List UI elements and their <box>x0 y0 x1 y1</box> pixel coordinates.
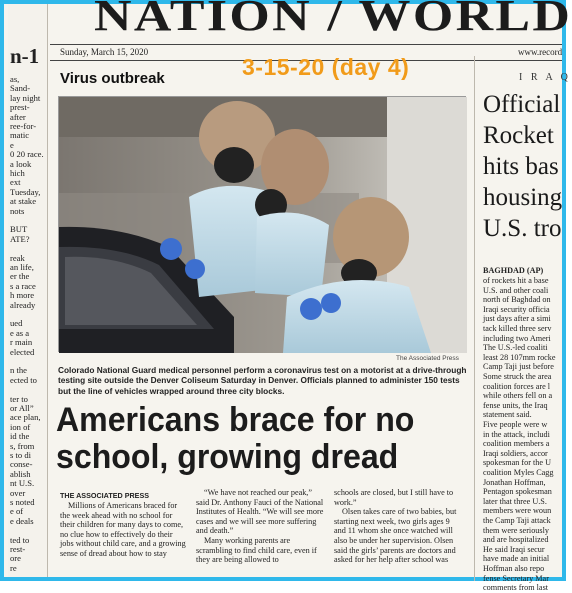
left-column-line: or All” <box>10 403 34 413</box>
left-column-line: ore <box>10 553 21 564</box>
byline: THE ASSOCIATED PRESS <box>60 491 150 500</box>
masthead: NATION / WORLD <box>94 0 572 40</box>
left-column-line: s, from <box>10 440 35 451</box>
right-column-line: coalition forces are l <box>483 381 551 391</box>
right-headline-line: housing <box>483 184 563 211</box>
issue-date: Sunday, March 15, 2020 <box>60 47 149 57</box>
masthead-rule <box>50 44 562 45</box>
left-column-line: ext <box>10 177 21 188</box>
article-paragraph: “We have not reached our peak,” said Dr. Anthony Fauci of the National Institutes of Health. “We will see more cases and we will see more suffering and death.” <box>196 488 324 536</box>
left-column-line: s a race <box>10 280 36 291</box>
right-column-line: later that three U.S. <box>483 496 547 506</box>
right-column-line: tack killed three serv <box>483 324 552 333</box>
right-column-line: members were woun <box>483 506 552 516</box>
left-column-line: a look <box>10 158 32 169</box>
left-column-line: id the <box>10 431 30 442</box>
right-column-kicker: I R A Q <box>519 72 571 83</box>
right-column-line: fense Secretary Mar <box>483 573 549 583</box>
right-column-story <box>474 56 571 593</box>
right-column-line: the Camp Taji attack <box>483 516 551 525</box>
right-column-line: coalition members a <box>483 439 550 449</box>
right-column-line: just days after a simi <box>483 314 551 324</box>
left-column-line: an life, <box>10 262 34 272</box>
right-column-line: them were seriously <box>483 525 549 535</box>
right-column-dateline: BAGHDAD (AP) <box>483 266 544 275</box>
right-column-line: Iraqi soldiers, accor <box>483 448 548 458</box>
right-headline-line: Rocket <box>483 122 554 149</box>
left-column-line: s to di <box>10 450 32 460</box>
photo-credit: The Associated Press <box>396 355 459 362</box>
article-column-2 <box>196 488 324 565</box>
right-column-line: statement said. <box>483 410 532 420</box>
left-column-line: Sand- <box>10 83 31 94</box>
left-column-line: conse- <box>10 459 33 470</box>
left-column-line: ree-for- <box>10 121 37 131</box>
left-column-line: lay night <box>10 92 41 103</box>
left-column-line: e as a <box>10 327 30 338</box>
right-column-line: of rockets hit a base <box>483 276 549 285</box>
left-column-line: s noted <box>10 497 35 507</box>
right-column-line: spokesman for the U <box>483 458 551 468</box>
article-paragraph: Olsen takes care of two babies, but starting next week, two girls ages 9 and 11 whom she once watched will also be under her supervision. Olsen said the girls’ parents are doctors and asked for her help after school was <box>334 507 457 565</box>
right-headline-line: Official <box>483 91 561 118</box>
left-column-line: prest- <box>10 102 30 113</box>
right-column-line: U.S. and other coali <box>483 285 549 295</box>
photo-illustration <box>59 97 467 353</box>
left-column-line: ablish <box>10 468 31 479</box>
left-column-line: hich <box>10 168 25 178</box>
left-column-line: n the <box>10 365 27 376</box>
right-column-line: Iraqi security officia <box>483 304 550 314</box>
left-column-line: BUT <box>10 224 28 235</box>
article-paragraph: schools are closed, but I still have to work.” <box>334 488 454 507</box>
left-column-line: ued <box>10 318 23 329</box>
left-column-line: Tuesday, <box>10 186 41 197</box>
left-column-line: at stake <box>10 196 37 207</box>
right-column-line: He said Iraqi secur <box>483 544 545 554</box>
left-column-line: ion of <box>10 421 31 432</box>
left-column-line: ted to <box>10 534 30 545</box>
right-column-line: north of Baghdad on <box>483 295 551 305</box>
right-column-line: in the attack, includi <box>483 429 550 439</box>
right-column-line: least 28 107mm rocke <box>483 352 556 362</box>
left-column-line: er the <box>10 271 30 282</box>
left-column-line: nt U.S. <box>10 478 35 489</box>
right-column-line: Camp Taji just before <box>483 362 554 372</box>
headline-line-1: Americans brace for no <box>56 401 415 439</box>
left-column-fragment <box>8 4 48 577</box>
main-headline <box>56 402 447 476</box>
left-column-line: h more <box>10 290 35 301</box>
left-column-line: rest- <box>10 544 26 554</box>
left-column-line: ATE? <box>10 233 30 244</box>
article-paragraph: Millions of Americans braced for the week ahead with no school for their children for many days to come, no clue how to effectively do their jobs without child care, and a growing sense of dread about how to stay <box>60 501 186 558</box>
left-column-line: ected to <box>10 374 37 385</box>
right-column-line: Hoffman also repo <box>483 564 545 573</box>
left-column-line: reak <box>10 252 25 263</box>
right-column-line: have made an initial <box>483 554 550 564</box>
left-column-line: matic <box>10 130 30 141</box>
handwritten-date-note: 3-15-20 (day 4) <box>242 54 410 80</box>
right-column-line: including two Ameri <box>483 333 551 343</box>
left-column-line: after <box>10 111 26 122</box>
right-column-line: comments from last <box>483 583 549 593</box>
right-column-line: Pentagon spokesman <box>483 487 552 497</box>
right-column-line: The U.S.-led coaliti <box>483 343 548 353</box>
left-column-line: ter to <box>10 393 28 404</box>
left-column-line: e <box>10 139 14 150</box>
left-column-line: over <box>10 487 26 498</box>
left-column-line: as, <box>10 74 20 84</box>
right-column-line: Some struck the area <box>483 372 552 381</box>
left-column-line: re <box>10 562 17 573</box>
article-column-1 <box>60 501 188 559</box>
right-column-line: Jonathan Hoffman, <box>483 477 546 487</box>
left-column-line: elected <box>10 346 35 357</box>
right-column-line: coalition Myles Cagg <box>483 468 554 477</box>
website: www.record <box>518 47 563 57</box>
left-column-heading: n-1 <box>10 44 40 68</box>
headline-line-2: school, growing dread <box>56 438 399 476</box>
right-headline-line: hits bas <box>483 153 559 180</box>
left-column-line: r main <box>10 337 33 348</box>
left-column-line: already <box>10 299 36 310</box>
right-column-line: and are hospitalized <box>483 535 549 545</box>
right-column-line: Five people were w <box>483 420 548 429</box>
article-paragraph: Many working parents are scrambling to find child care, even if they are being allowed to <box>196 535 317 565</box>
right-column-line: fense units, the Iraq <box>483 400 548 410</box>
photo-caption: Colorado National Guard medical personnel perform a coronavirus test on a motorist at a drive-through testing site outside the Denver Coliseum Saturday in Denver. Officials planned to administer 150 tests but the line of vehicles wrapped around three city blocks. <box>58 365 467 396</box>
left-column-line: ace plan, <box>10 412 41 423</box>
left-column-line: nots <box>10 205 25 216</box>
right-column-line: while others fell on a <box>483 391 553 401</box>
article-column-3 <box>334 488 462 565</box>
left-column-line: 0 20 race. <box>10 149 44 160</box>
section-label: Virus outbreak <box>60 70 165 87</box>
right-headline-line: U.S. tro <box>483 215 562 242</box>
left-column-line: e of <box>10 506 24 517</box>
left-column-line: e deals <box>10 515 34 526</box>
news-photo <box>58 96 466 352</box>
